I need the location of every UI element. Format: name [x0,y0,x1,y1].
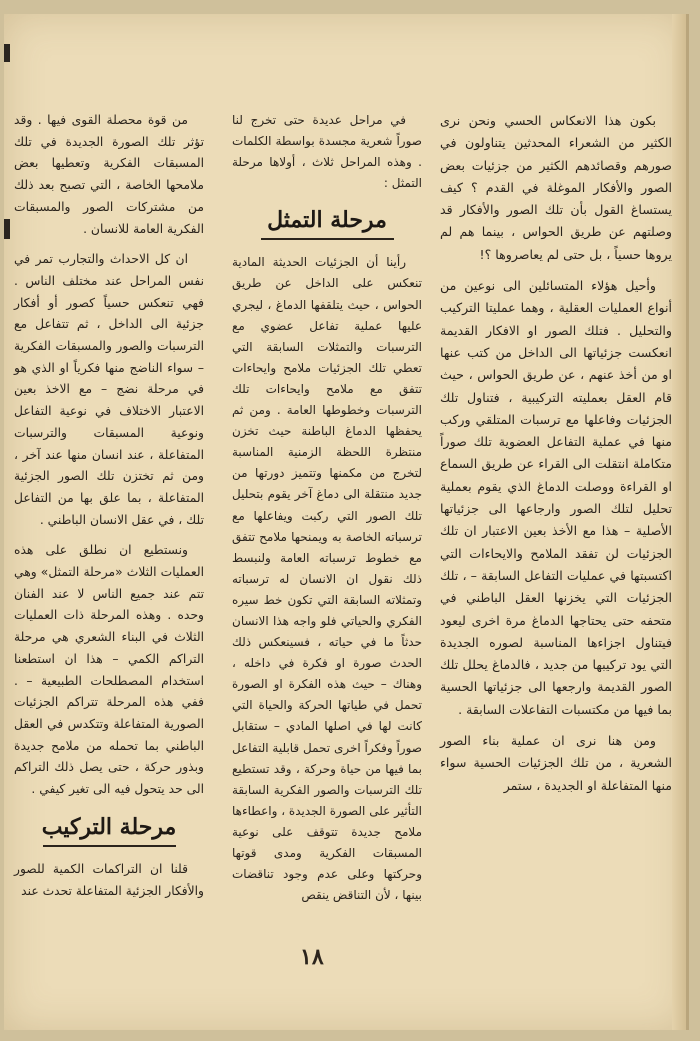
paragraph: ونستطيع ان نطلق على هذه العمليات الثلاث «مرحلة التمثل» وهي تتم عند جميع الناس لا عند الفنان وحده . وهذه المرحلة ذات العمليات الثلاث في البناء الشعري هي مرحلة التراكم الكمي – هذا ان استطعنا استخدام المصطلحات الطبيعية – . ففي هذه المرحلة تتراكم الجزئيات الصورية المتفاعلة وتتكدس في العقل الباطني بما تحمله من ملامح جديدة وبذور حركة ، حتى يصل ذلك التراكم الى حد يتحول فيه الى تغير كيفي . [14,543,204,797]
paragraph: ومن هنا نرى ان عملية بناء الصور الشعرية ، من تلك الجزئيات الحسية سواء منها المتفاعلة او الجديدة ، ستمر [440,733,672,793]
section-heading-tamathul [232,204,422,240]
section-heading-tarkib [14,811,204,847]
paragraph: بكون هذا الانعكاس الحسي ونحن نرى الكثير من الشعراء المحدثين يتناولون في صورهم وقصائدهم الكثير من جزئيات بعض الصور والأفكار الموغلة في القدم ؟ كيف يستساغ القول بأن تلك الصور والأفكار قد وصلتهم عن طريق الحواس ، بينما هم لم يروها حسياً ، بل حتى لم يعاصروها ؟! [440,113,672,262]
heading-underline [261,238,394,240]
page-fold-edge [672,14,686,1030]
text-column-middle [232,110,422,915]
paragraph: ان كل الاحداث والتجارب تمر في نفس المراحل عند مختلف الناس . فهي تنعكس حسياً كصور أو أفكار جزئية الى الداخل ، ثم تتفاعل مع الترسبات والصور والمسبقات الفكرية – سواء الناضج منها فكرياً او الذي هو في مرحلة نضج – مع الاخذ بعين الاعتبار الاختلاف في نوعية التفاعل ونوعية المسبقات والترسبات المتفاعلة ، عند انسان منها عند آخر ، ومن ثم تختزن تلك الصور الجزئية المتفاعلة ، بما علق بها من التفاعل تلك ، في عقل الانسان الباطني . [14,252,204,527]
heading-text: مرحلة التمثل [267,207,387,234]
paragraph: رأينا أن الجزئيات الحديثة المادية تنعكس على الداخل عن طريق الحواس ، حيث يتلقفها الدماغ ، ليجري عليها عملية تفاعل عضوي مع الترسبات والتمثلات السابقة التي تعطي تلك الجزئيات ملامح وايحاءات تتفق مع ملامح وايحاءات تلك الترسبات وخطوطها العامة . ومن ثم يحفظها الدماغ الباطنة حيث تخزن منتظرة اللحظة الزمنية المناسبة لتخرج من مكمنها وتتميز دورتها من جديد منتقلة الى دماغ آخر يقوم بتحليل تلك الصور التي ركبت ويفاعلها مع ترسباته الخاصة به ويمنحها ملامح تتفق مع خطوط ترسباته العامة ولنبسط ذلك نقول ان الانسان له ترسباته وتمثلاته السابقة التي تكون خط سيره الفكري والحياتي فلو واجه هذا الانسان حدثاً ما في حياته ، فسينعكس ذلك الحدث صورة او فكرة في داخله ، وهناك – حيث هذه الفكرة او الصورة تحمل في طياتها الحركة والحياة التي كانت لها في اصلها المادي – ستقابل صوراً وفكراً اخرى تحمل قابلية التفاعل بما فيها من حياة وحركة ، وقد تستطيع تلك الترسبات والصور الفكرية السابقة التأثير على الصورة الجديدة ، واعطاءها ملامح جديدة تتوقف على نوعية المسبقات الفكرية ومدى قوتها وحركتها وعلى عدم وجود تناقضات بينها ، لأن التناقض ينقص [232,255,422,903]
page-number: ١٨ [300,944,324,970]
heading-underline [43,845,176,847]
binding-tab [4,219,10,239]
text-column-right [440,110,672,806]
text-column-left [14,110,204,911]
paragraph: وأحيل هؤلاء المتسائلين الى نوعين من أنواع العمليات العقلية ، وهما عمليتا التركيب والتحليل . فتلك الصور او الافكار القديمة انعكست جزئياتها الى الداخل من كتب عنها او من أخذ عنهم ، عن طريق الحواس ، حيث قام العقل بعمليته التركيبية ، فتناول تلك الجزئيات وفاعلها مع ترسبات المتلقي وركب منها في عملية التفاعل العضوية تلك صوراً متكاملة انتقلت الى القراء عن طريق السماع او القراءة ووصلت الدماغ الذي يقوم بعملية تحليل لتلك الصور وارجاعها الى جزئياتها الأصلية – هذا مع الأخذ بعين الاعتبار ان تلك الجزئيات لن تفقد الملامح والايحاءات التي اكتسبتها في عمليات التفاعل السابقة – ، تلك الجزئيات التي يخزنها العقل الباطني في متحفه حتى يحتاجها الدماغ مرة اخرى ليعود فيتناول اجزاءها المناسبة لصوره الجديدة التي يود تركيبها من جديد ، فالدماغ يحلل تلك الصور القديمة وارجعها الى جزئياتها الحسية بما فيها من مكتسبات التفاعلات السابقة . [440,278,672,717]
paragraph: في مراحل عديدة حتى تخرج لنا صوراً شعرية مجسدة بواسطة الكلمات . وهذه المراحل ثلاث ، أولاها مرحلة التمثل : [232,113,422,191]
paragraph: من قوة محصلة القوى فيها . وقد تؤثر تلك الصورة الجديدة في تلك المسبقات الفكرية وتعطيها بعض ملامحها الخاصة ، التي تصبح بعد ذلك من مشتركات الصور والمسبقات الفكرية العامة للانسان . [14,113,204,236]
heading-text: مرحلة التركيب [41,813,177,840]
magazine-page [4,14,689,1030]
paragraph: قلنا ان التراكمات الكمية للصور والأفكار الجزئية المتفاعلة تحدث عند [14,861,204,898]
binding-tab [4,44,10,62]
